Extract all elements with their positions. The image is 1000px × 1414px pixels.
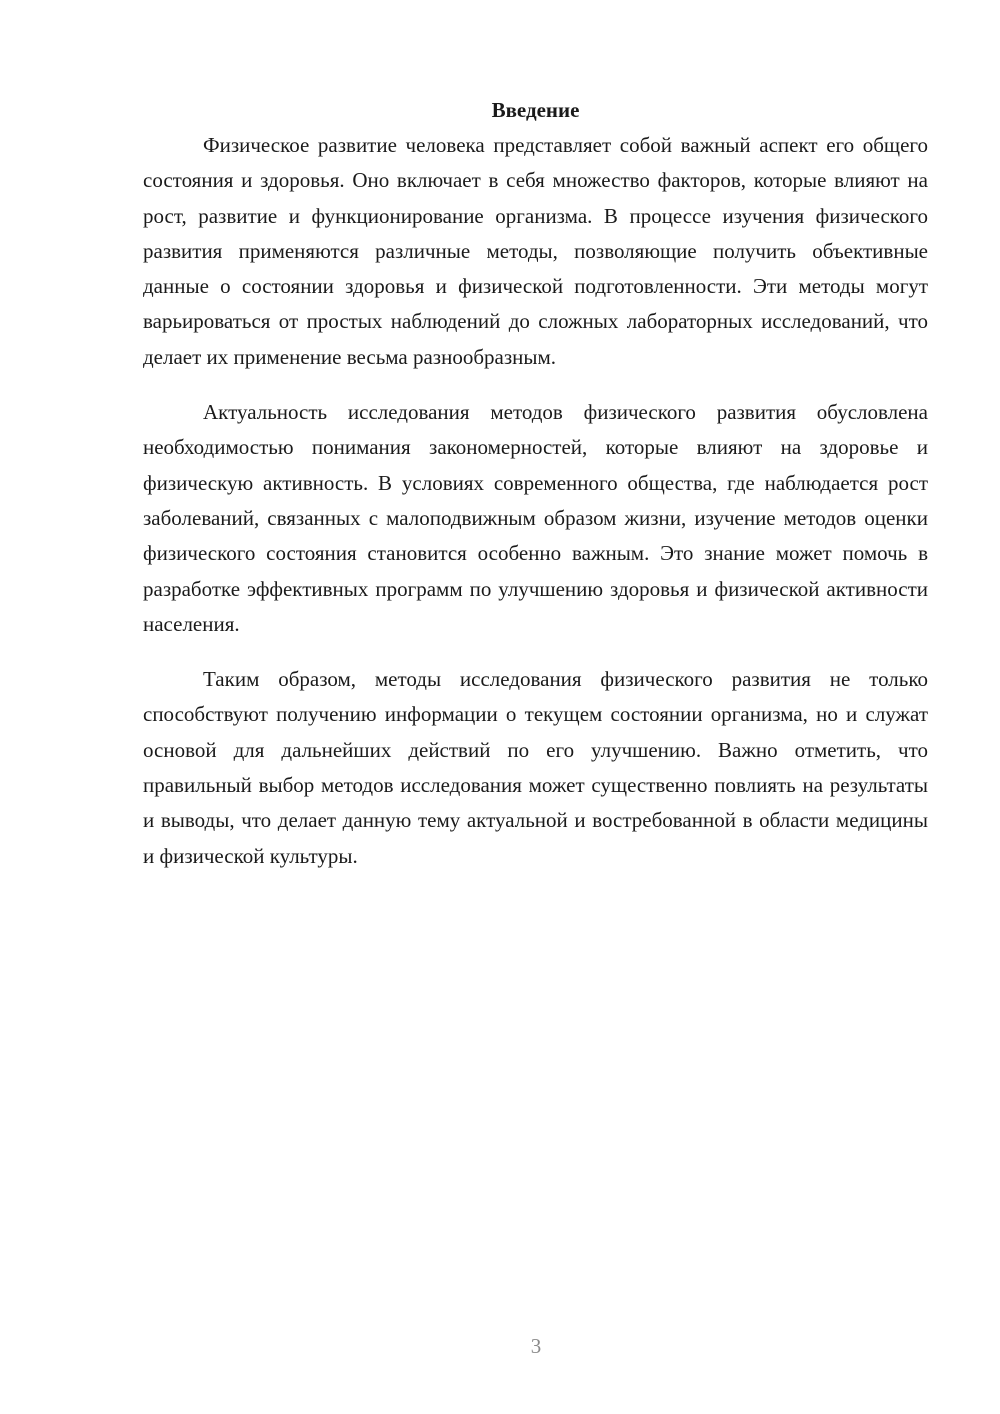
section-title: Введение [491, 98, 580, 122]
paragraph-2: Актуальность исследования методов физического развития обусловлена необходимостью понимания закономерностей, которые влияют на здоровье и физическую активность. В условиях современного общества, где наблюдается рост заболеваний, связанных с малоподвижным образом жизни, изучение методов оценки физического состояния становится особенно важным. Это знание может помочь в разработке эффективных программ по улучшению здоровья и физической активности населения. [143, 400, 928, 636]
paragraph-3: Таким образом, методы исследования физического развития не только способствуют получению информации о текущем состоянии организма, но и служат основой для дальнейших действий по его улучшению. Важно отметить, что правильный выбор методов исследования может существенно повлиять на результаты и выводы, что делает данную тему актуальной и востребованной в области медицины и физической культуры. [143, 667, 928, 868]
page-content [143, 92, 928, 874]
paragraph-1: Физическое развитие человека представляет собой важный аспект его общего состояния и здоровья. Оно включает в себя множество факторов, которые влияют на рост, развитие и функционирование организма. В процессе изучения физического развития применяются различные методы, позволяющие получить объективные данные о состоянии здоровья и физической подготовленности. Эти методы могут варьироваться от простых наблюдений до сложных лабораторных исследований, что делает их применение весьма разнообразным. [143, 133, 928, 369]
page-number: 3 [530, 1334, 542, 1358]
